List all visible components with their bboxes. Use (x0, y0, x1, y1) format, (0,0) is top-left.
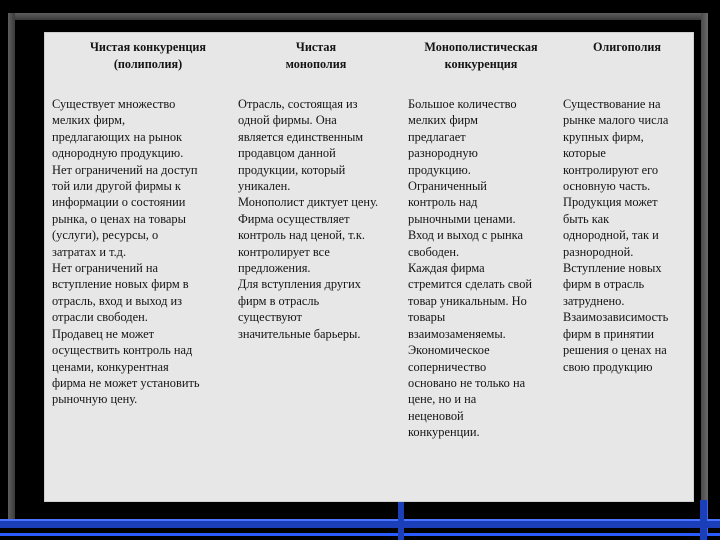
cell-pure-competition: Существует множество мелких фирм, предлагающих на рынок однородную продукцию. Нет ограничений на доступ той или другой фирмы к информации о состоянии рынка, о ценах на товары (услуги), ресурсы, о затратах и т.д. Нет ограничений на вступление новых фирм в отрасль, вход и выход из отрасли свободен. Продавец не может осуществить контроль над ценами, конкурентная фирма не может установить рыночную цену. (52, 97, 200, 407)
slide-frame-top (8, 13, 708, 20)
cell-monopolistic-competition: Большое количество мелких фирм предлагает разнородную продукцию. Ограниченный контроль над рыночными ценами. Вход и выход с рынка свободен. Каждая фирма стремится сделать свой товар уникальным. Но товары взаимозаменяемы. Экономическое соперничество основано не только на цене, но и на неценовой конкуренции. (408, 97, 533, 440)
header-oligopoly: Олигополия (592, 40, 662, 54)
slide-frame-right (701, 13, 708, 533)
slide-accent-vertical-right (700, 500, 707, 540)
slide-accent-vertical (398, 500, 404, 540)
slide-accent-line (0, 533, 720, 536)
cell-pure-monopoly: Отрасль, состоящая из одной фирмы. Она является единственным продавцом данной продукции, который уникален. Монополист диктует цену. Фирма осуществляет контроль над ценой, т.к. контролирует все предложения. Для вступления других фирм в отрасль существуют значительные барьеры. (238, 97, 379, 341)
header-pure-competition: Чистая конкуренция (полиполия) (89, 40, 206, 71)
slide-frame-left (8, 13, 15, 528)
header-pure-monopoly: Чистая монополия (285, 40, 347, 71)
market-structures-table (45, 33, 693, 501)
slide-accent-highlight (0, 519, 720, 521)
header-monopolistic-competition: Монополистическая конкуренция (424, 40, 538, 71)
cell-oligopoly: Существование на рынке малого числа крупных фирм, которые контролируют его основную часть. Продукция может быть как однородной, так и разнородной. Вступление новых фирм в отрасль затруднено. Взаимозависимость фирм в принятии решения о ценах на свою продукцию (563, 97, 669, 374)
